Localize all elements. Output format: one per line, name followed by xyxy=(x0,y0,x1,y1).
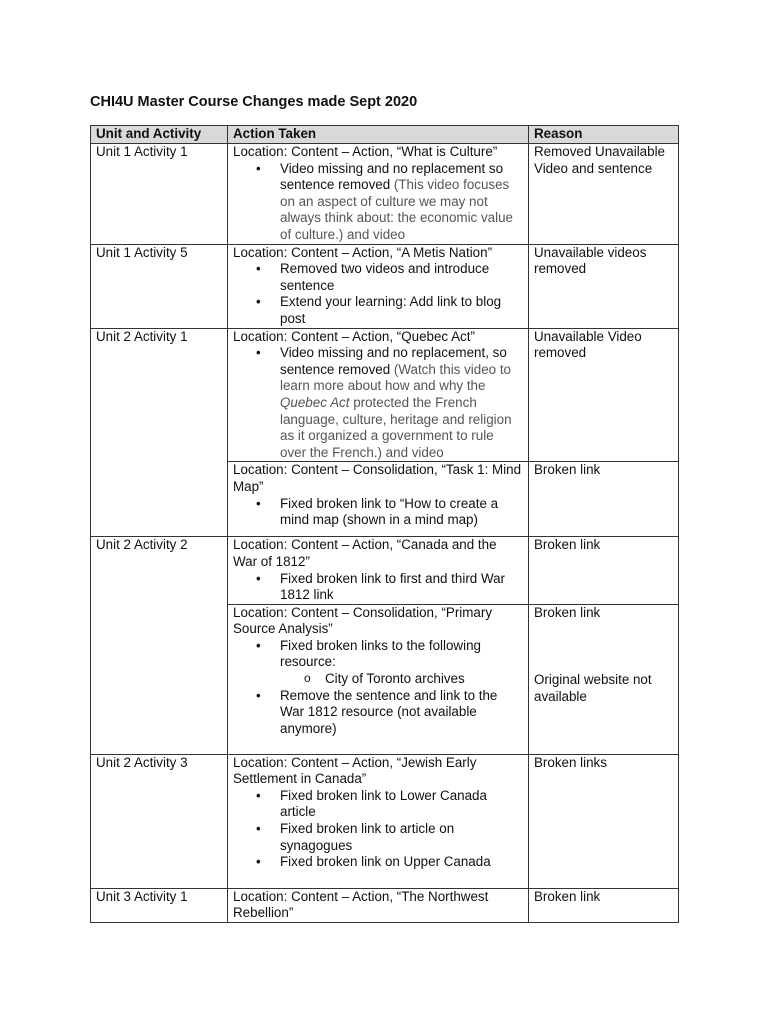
reason-cell: Broken link xyxy=(529,888,679,922)
list-item: • Remove the sentence and link to the War 1812 resource (not available anymore) xyxy=(280,688,523,738)
location-text: Location: Content – Consolidation, “Task 1: Mind Map” xyxy=(233,462,522,494)
sub-list-item: o City of Toronto archives xyxy=(325,671,523,688)
sub-list xyxy=(280,671,523,688)
list-item: • Fixed broken link to article on synagogues xyxy=(280,821,523,854)
location-text: Location: Content – Action, “The Northwest Rebellion” xyxy=(233,888,489,921)
reason-cell: Unavailable Video removed xyxy=(529,328,679,462)
table-row xyxy=(91,537,679,604)
reason-cell: Broken link xyxy=(529,462,679,537)
list-item: • Extend your learning: Add link to blog post xyxy=(280,294,523,327)
bullet-note-italic-text: Quebec Act xyxy=(280,394,350,410)
unit-cell: Unit 2 Activity 2 xyxy=(91,537,228,754)
unit-cell: Unit 3 Activity 1 xyxy=(91,888,228,922)
header-unit-activity: Unit and Activity xyxy=(91,126,228,144)
location-text: Location: Content – Action, “A Metis Nation” xyxy=(233,244,493,260)
header-action-taken: Action Taken xyxy=(228,126,529,144)
table-row xyxy=(91,328,679,462)
action-cell xyxy=(228,888,529,922)
list-item xyxy=(280,345,523,461)
table-row xyxy=(91,244,679,328)
reason-cell xyxy=(529,604,679,754)
unit-cell: Unit 2 Activity 3 xyxy=(91,754,228,888)
list-item xyxy=(280,638,523,688)
list-item: • Fixed broken link to first and third War 1812 link xyxy=(280,571,523,604)
bullet-main-text: Video missing and no replacement, so sentence removed xyxy=(280,345,507,377)
reason-cell: Broken link xyxy=(529,537,679,604)
action-cell xyxy=(228,328,529,462)
action-cell xyxy=(228,537,529,604)
action-cell xyxy=(228,462,529,537)
bullet-list xyxy=(233,161,523,244)
reason-cell: Removed Unavailable Video and sentence xyxy=(529,144,679,245)
reason-cell: Unavailable videos removed xyxy=(529,244,679,328)
bullet-list xyxy=(233,345,523,461)
location-text: Location: Content – Action, “Canada and the War of 1812” xyxy=(233,537,497,569)
unit-cell: Unit 2 Activity 1 xyxy=(91,328,228,537)
header-reason: Reason xyxy=(529,126,679,144)
bullet-note-text: protected the French language, culture, heritage and religion as it organized a government to rule over the French.) and video xyxy=(280,394,512,460)
reason-text: Original website not available xyxy=(534,672,652,704)
action-cell xyxy=(228,244,529,328)
bullet-list xyxy=(233,638,523,738)
table-row xyxy=(91,754,679,888)
action-cell xyxy=(228,144,529,245)
list-item: • Fixed broken link to Lower Canada article xyxy=(280,788,523,821)
location-text: Location: Content – Consolidation, “Primary Source Analysis” xyxy=(233,604,493,637)
reason-text: Broken link xyxy=(534,604,601,620)
list-item: • Fixed broken link to “How to create a mind map (shown in a mind map) xyxy=(280,496,523,529)
table-header-row xyxy=(91,126,679,144)
bullet-list xyxy=(233,496,523,529)
list-item xyxy=(280,161,523,244)
bullet-list xyxy=(233,261,523,327)
bullet-list xyxy=(233,571,523,604)
list-item: • Removed two videos and introduce sentence xyxy=(280,261,523,294)
document-title: CHI4U Master Course Changes made Sept 2020 xyxy=(90,94,418,110)
table-row xyxy=(91,144,679,245)
bullet-note-text: (Watch this video to learn more about how and why the xyxy=(280,361,511,394)
bullet-text: Fixed broken links to the following resource: xyxy=(280,637,481,670)
bullet-note-text: (This video focuses on an aspect of culture we may not always think about: the economic value of culture.) and video xyxy=(280,177,513,242)
unit-cell: Unit 1 Activity 1 xyxy=(91,144,228,245)
changes-table xyxy=(90,125,679,923)
location-text: Location: Content – Action, “Jewish Early Settlement in Canada” xyxy=(233,754,477,787)
location-text: Location: Content – Action, “Quebec Act” xyxy=(233,328,475,344)
bullet-main-text: Video missing and no replacement so sentence removed xyxy=(280,160,504,193)
reason-cell: Broken links xyxy=(529,754,679,888)
bullet-list xyxy=(233,788,523,871)
action-cell xyxy=(228,604,529,754)
location-text: Location: Content – Action, “What is Culture” xyxy=(233,144,498,159)
table-row xyxy=(91,888,679,922)
list-item: • Fixed broken link on Upper Canada xyxy=(280,854,523,871)
action-cell xyxy=(228,754,529,888)
unit-cell: Unit 1 Activity 5 xyxy=(91,244,228,328)
